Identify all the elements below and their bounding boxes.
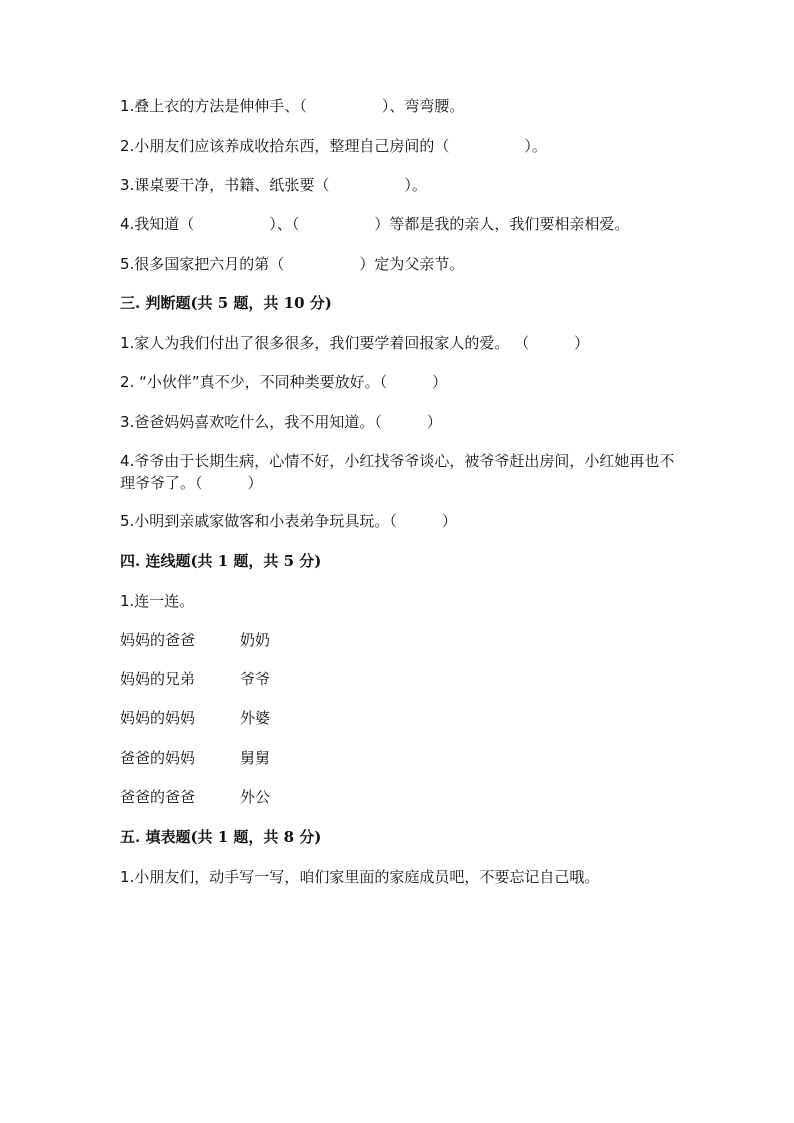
match-right-item: 外婆 bbox=[240, 709, 271, 727]
match-section-heading: 四. 连线题(共 1 题，共 5 分) bbox=[120, 552, 322, 570]
match-right-item: 爷爷 bbox=[240, 670, 271, 688]
table-fill-question-1: 1.小朋友们，动手写一写，咱们家里面的家庭成员吧，不要忘记自己哦。 bbox=[120, 868, 600, 886]
judge-question-1: 1.家人为我们付出了很多很多，我们要学着回报家人的爱。 （ ） bbox=[120, 334, 590, 352]
match-left-item: 妈妈的妈妈 bbox=[120, 709, 196, 727]
fill-blank-question-1: 1.叠上衣的方法是伸伸手、（ ）、弯弯腰。 bbox=[120, 97, 465, 115]
match-left-item: 爸爸的爸爸 bbox=[120, 788, 196, 806]
match-instruction: 1.连一连。 bbox=[120, 592, 195, 610]
fill-blank-question-5: 5.很多国家把六月的第（ ）定为父亲节。 bbox=[120, 255, 465, 273]
match-left-item: 妈妈的兄弟 bbox=[120, 670, 196, 688]
judge-question-3: 3.爸爸妈妈喜欢吃什么，我不用知道。（ ） bbox=[120, 413, 442, 431]
judge-section-heading: 三. 判断题(共 5 题，共 10 分) bbox=[120, 294, 332, 312]
table-fill-section-heading: 五. 填表题(共 1 题，共 8 分) bbox=[120, 828, 322, 846]
match-left-item: 妈妈的爸爸 bbox=[120, 631, 196, 649]
match-left-item: 爸爸的妈妈 bbox=[120, 749, 196, 767]
judge-question-4: 4.爷爷由于长期生病，心情不好，小红找爷爷谈心，被爷爷赶出房间，小红她再也不理爷爷了。（ ） bbox=[120, 452, 675, 492]
judge-question-2: 2. “小伙伴”真不少，不同种类要放好。（ ） bbox=[120, 373, 448, 391]
fill-blank-question-4: 4.我知道（ ）、（ ）等都是我的亲人，我们要相亲相爱。 bbox=[120, 215, 630, 233]
match-right-item: 奶奶 bbox=[240, 631, 271, 649]
fill-blank-question-2: 2.小朋友们应该养成收拾东西，整理自己房间的（ ）。 bbox=[120, 137, 547, 155]
match-right-item: 外公 bbox=[240, 788, 271, 806]
match-right-item: 舅舅 bbox=[240, 749, 271, 767]
judge-question-5: 5.小明到亲戚家做客和小表弟争玩具玩。（ ） bbox=[120, 512, 457, 530]
fill-blank-question-3: 3.课桌要干净，书籍、纸张要（ ）。 bbox=[120, 176, 427, 194]
